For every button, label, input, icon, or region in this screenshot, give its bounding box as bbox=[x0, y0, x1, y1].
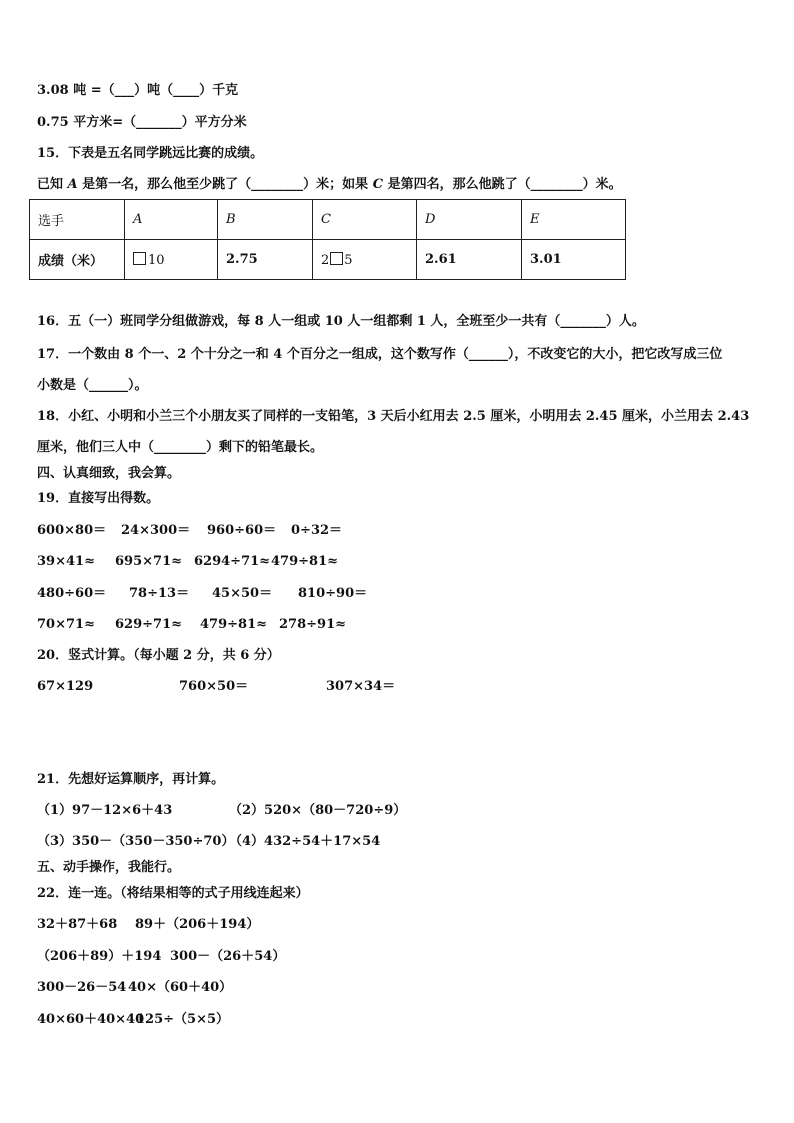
order-calc-item: （1）97－12×6＋43 bbox=[37, 803, 173, 818]
calc-item: 278÷91≈ bbox=[279, 617, 347, 632]
score-c-prefix: 2 bbox=[321, 252, 330, 268]
calc-item: 629÷71≈ bbox=[115, 617, 183, 632]
question-17-line-2: 小数是（______）。 bbox=[37, 378, 148, 393]
cell-player-a: A bbox=[125, 200, 218, 240]
match-left-item[interactable]: 300－26－54 bbox=[37, 980, 127, 995]
section-5-heading: 五、动手操作，我能行。 bbox=[37, 860, 181, 875]
order-calc-item: （2）520×（80－720÷9） bbox=[229, 803, 407, 818]
calc-item: 6294÷71≈ bbox=[194, 554, 271, 569]
question-21-title: 21．先想好运算顺序，再计算。 bbox=[37, 772, 225, 787]
match-left-item[interactable]: 40×60＋40×40 bbox=[37, 1012, 145, 1027]
cell-score-e: 3.01 bbox=[522, 240, 626, 280]
long-jump-score-table bbox=[29, 199, 626, 280]
question-15-title: 15．下表是五名同学跳远比赛的成绩。 bbox=[37, 146, 264, 161]
blank-digit-box bbox=[133, 252, 146, 265]
cell-player-e: E bbox=[522, 200, 626, 240]
table-row-scores bbox=[30, 240, 626, 280]
vertical-calc-item: 307×34＝ bbox=[326, 679, 396, 694]
blank-line-tons: 3.08 吨 =（___）吨（____）千克 bbox=[37, 83, 239, 98]
order-calc-item: （3）350－（350－350÷70） bbox=[37, 834, 235, 849]
match-right-item[interactable]: 40×（60＋40） bbox=[128, 980, 233, 995]
question-18-line-1: 18．小红、小明和小兰三个小朋友买了同样的一支铅笔，3 天后小红用去 2.5 厘米，小明用去 2.45 厘米，小兰用去 2.43 bbox=[37, 409, 750, 424]
q15-text-1: 已知 bbox=[37, 177, 68, 192]
question-15-body bbox=[37, 176, 622, 194]
calc-item: 479÷81≈ bbox=[200, 617, 268, 632]
match-right-item[interactable]: 125÷（5×5） bbox=[136, 1012, 230, 1027]
calc-item: 480÷60＝ bbox=[37, 586, 107, 601]
q15-var-c: C bbox=[372, 177, 384, 192]
cell-header-label: 选手 bbox=[30, 200, 125, 240]
calc-item: 479÷81≈ bbox=[271, 554, 339, 569]
cell-score-c bbox=[313, 240, 417, 280]
cell-score-a bbox=[125, 240, 218, 280]
calc-item: 70×71≈ bbox=[37, 617, 95, 632]
q15-text-3: 是第四名，那么他跳了（________）米。 bbox=[383, 177, 622, 192]
calc-item: 600×80＝ bbox=[37, 523, 107, 538]
calc-item: 39×41≈ bbox=[37, 554, 95, 569]
calc-item: 810÷90＝ bbox=[298, 586, 368, 601]
match-left-item[interactable]: 32＋87＋68 bbox=[37, 917, 118, 932]
cell-player-c: C bbox=[313, 200, 417, 240]
cell-player-b: B bbox=[218, 200, 313, 240]
match-right-item[interactable]: 89＋（206＋194） bbox=[135, 917, 260, 932]
cell-score-d: 2.61 bbox=[417, 240, 522, 280]
score-a-digits: 10 bbox=[148, 252, 165, 268]
cell-score-b: 2.75 bbox=[218, 240, 313, 280]
question-17-line-1: 17．一个数由 8 个一、2 个十分之一和 4 个百分之一组成，这个数写作（______），不改变它的大小，把它改写成三位 bbox=[37, 347, 723, 362]
calc-item: 0÷32＝ bbox=[291, 523, 343, 538]
question-16: 16．五（一）班同学分组做游戏，每 8 人一组或 10 人一组都剩 1 人，全班至少一共有（_______）人。 bbox=[37, 314, 645, 329]
cell-score-label: 成绩（米） bbox=[30, 240, 125, 280]
q15-var-a: A bbox=[67, 177, 78, 192]
calc-item: 695×71≈ bbox=[115, 554, 183, 569]
calc-item: 960÷60＝ bbox=[207, 523, 277, 538]
question-19-title: 19．直接写出得数。 bbox=[37, 491, 160, 506]
blank-line-area: 0.75 平方米=（_______）平方分米 bbox=[37, 115, 247, 130]
vertical-calc-item: 67×129 bbox=[37, 679, 94, 694]
calc-item: 24×300＝ bbox=[121, 523, 191, 538]
match-left-item[interactable]: （206＋89）＋194 bbox=[37, 949, 162, 964]
question-22-title: 22．连一连。（将结果相等的式子用线连起来） bbox=[37, 886, 309, 901]
score-c-suffix: 5 bbox=[344, 252, 353, 268]
q15-text-2: 是第一名，那么他至少跳了（________）米；如果 bbox=[77, 177, 373, 192]
question-20-title: 20．竖式计算。（每小题 2 分，共 6 分） bbox=[37, 648, 280, 663]
section-4-heading: 四、认真细致，我会算。 bbox=[37, 466, 181, 481]
table-row-players bbox=[30, 200, 626, 240]
cell-player-d: D bbox=[417, 200, 522, 240]
match-right-item[interactable]: 300－（26＋54） bbox=[170, 949, 286, 964]
order-calc-item: （4）432÷54＋17×54 bbox=[229, 834, 381, 849]
blank-digit-box bbox=[330, 252, 343, 265]
calc-item: 45×50＝ bbox=[212, 586, 273, 601]
question-18-line-2: 厘米，他们三人中（________）剩下的铅笔最长。 bbox=[37, 440, 324, 455]
calc-item: 78÷13＝ bbox=[129, 586, 190, 601]
vertical-calc-item: 760×50＝ bbox=[179, 679, 249, 694]
